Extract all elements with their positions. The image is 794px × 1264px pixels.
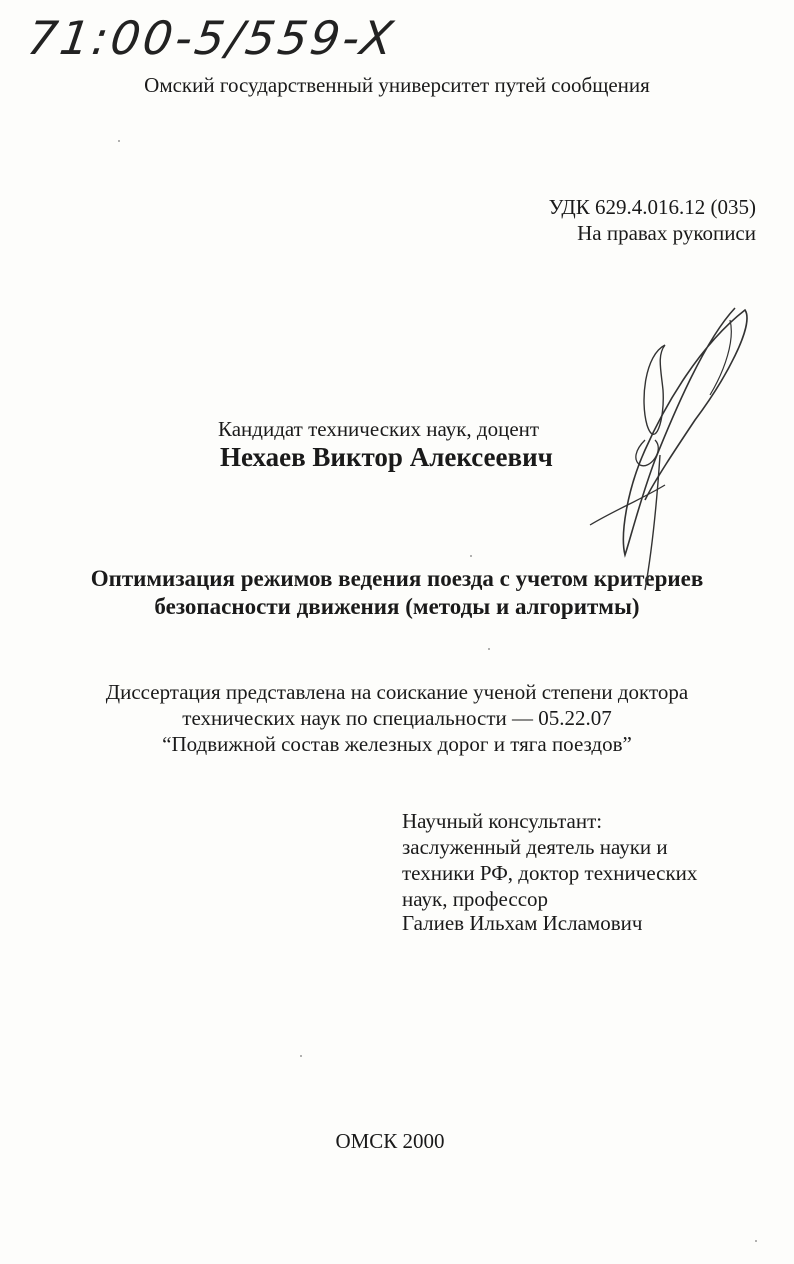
university-name: Омский государственный университет путей сообщения: [144, 73, 650, 97]
author-name: Нехаев Виктор Алексеевич: [220, 442, 553, 472]
handwritten-catalog-code: [24, 8, 448, 72]
thesis-title-line-2: безопасности движения (методы и алгоритмы): [154, 594, 640, 619]
consultant-title-line-1: заслуженный деятель науки и: [402, 835, 668, 859]
dissertation-line-2: технических наук по специальности — 05.22.07: [182, 706, 612, 730]
handwritten-signature: [585, 300, 765, 600]
city-year: ОМСК 2000: [335, 1129, 445, 1153]
paper-speck: [118, 140, 120, 142]
author-degree: Кандидат технических наук, доцент: [218, 417, 540, 441]
dissertation-line-3: “Подвижной состав железных дорог и тяга поездов”: [162, 732, 632, 756]
paper-speck: [755, 1240, 757, 1242]
consultant-heading: Научный консультант:: [402, 809, 603, 833]
consultant-title-line-3: наук, профессор: [402, 887, 549, 911]
paper-speck: [470, 555, 472, 557]
handwritten-code-text: 71:00-5/559-X: [24, 11, 399, 65]
dissertation-line-1: Диссертация представлена на соискание ученой степени доктора: [105, 680, 689, 704]
paper-speck: [300, 1055, 302, 1057]
consultant-name: Галиев Ильхам Исламович: [402, 911, 643, 935]
thesis-title-line-1: Оптимизация режимов ведения поезда с учетом критериев: [90, 566, 704, 591]
paper-speck: [488, 648, 490, 650]
udk-code: УДК 629.4.016.12 (035): [548, 195, 756, 219]
rights-notice: На правах рукописи: [577, 221, 756, 245]
consultant-title-line-2: техники РФ, доктор технических: [402, 861, 698, 885]
